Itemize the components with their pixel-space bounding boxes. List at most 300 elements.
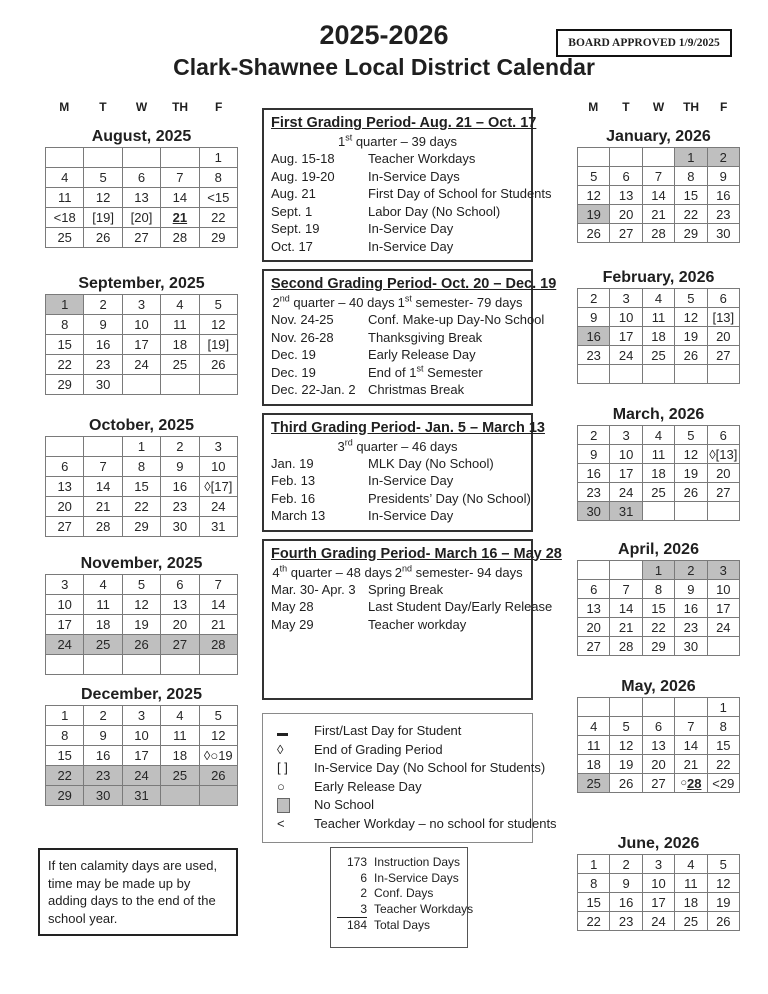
day-of-week-label: M (588, 100, 599, 114)
day-count-label: Instruction Days (374, 855, 461, 869)
calendar-cell: 8 (123, 457, 161, 477)
event-description: Early Release Day (368, 347, 476, 362)
month-calendar (45, 675, 238, 806)
calendar-cell (46, 655, 84, 675)
event-description: Christmas Break (368, 382, 465, 397)
event-date: Dec. 22-Jan. 2 (271, 382, 356, 397)
legend-box (262, 713, 557, 843)
event-description: In-Service Day (368, 473, 454, 488)
grading-period-event (271, 381, 524, 399)
calendar-cell (578, 698, 610, 717)
month-calendar (45, 537, 238, 675)
calendar-cell: 6 (610, 167, 642, 186)
calendar-cell (84, 655, 122, 675)
calendar-cell (161, 786, 199, 806)
calendar-cell: 10 (708, 580, 740, 599)
calendar-cell (578, 365, 610, 384)
calendar-cell: 11 (46, 188, 84, 208)
month-title: May, 2026 (621, 678, 696, 695)
calendar-cell: 15 (675, 186, 707, 205)
calendar-cell: 12 (675, 445, 707, 464)
day-counts-box (330, 847, 474, 948)
calendar-cell (610, 561, 642, 580)
calendar-cell: 2 (708, 148, 740, 167)
event-description: End of 1st Semester (368, 363, 483, 380)
school-year-title: 2025-2026 (319, 20, 449, 50)
calendar-cell: ◊[13] (708, 445, 740, 464)
calendar-cell: 24 (200, 497, 238, 517)
calendar-cell: 20 (578, 618, 610, 637)
calendar-cell (200, 786, 238, 806)
calendar-cell: 9 (578, 445, 610, 464)
calendar-cell: 2 (578, 426, 610, 445)
event-description: Presidents’ Day (No School) (368, 490, 531, 506)
calendar-cell: 23 (708, 205, 740, 224)
month-title: September, 2025 (78, 275, 205, 292)
calendar-cell (123, 375, 161, 395)
event-date: Jan. 19 (271, 455, 314, 471)
calendar-cell: 2 (84, 295, 122, 315)
grading-period-event (271, 203, 524, 221)
calendar-cell: 12 (675, 308, 707, 327)
legend-symbol: [ ] (277, 760, 288, 776)
day-of-week-label: T (622, 100, 630, 114)
calendar-cell: 12 (200, 315, 238, 335)
day-of-week-label: TH (683, 100, 700, 114)
calendar-cell: <29 (708, 774, 740, 793)
legend-symbol: ◊ (277, 741, 284, 757)
calendar-cell (675, 698, 707, 717)
calendar-cell: 4 (84, 575, 122, 595)
board-approved-box (556, 29, 732, 57)
calendar-cell: 16 (708, 186, 740, 205)
calendar-cell: 26 (200, 766, 238, 786)
day-count-label: Teacher Workdays (374, 901, 474, 916)
calendar-cell: 1 (643, 561, 675, 580)
calendar-cell: 3 (708, 561, 740, 580)
calendar-cell: 22 (46, 355, 84, 375)
calendar-cell: 29 (123, 517, 161, 537)
grading-period-event (271, 220, 524, 238)
calendar-cell: 25 (643, 483, 675, 502)
calendar-cell (610, 148, 642, 167)
calendar-cell: 7 (161, 168, 199, 188)
calendar-cell: 11 (84, 595, 122, 615)
calendar-cell: 4 (578, 717, 610, 736)
calendar-cell: 29 (643, 637, 675, 656)
calendar-cell: 12 (123, 595, 161, 615)
calendar-cell: 2 (161, 437, 199, 457)
calendar-cell: 26 (610, 774, 642, 793)
calendar-cell: 10 (200, 457, 238, 477)
calendar-cell: 22 (46, 766, 84, 786)
month-calendar (577, 243, 740, 384)
event-description: Spring Break (368, 581, 444, 597)
legend-label: Teacher Workday – no school for students (314, 815, 557, 831)
calendar-cell: 12 (610, 736, 642, 755)
month-title: January, 2026 (606, 128, 711, 145)
calendar-cell: 20 (161, 615, 199, 635)
calendar-cell: 2 (610, 855, 642, 874)
month-calendar (577, 793, 740, 931)
calendar-cell: 4 (643, 289, 675, 308)
grading-period-title: Third Grading Period- Jan. 5 – March 13 (271, 419, 545, 436)
day-count-number: 3 (337, 902, 367, 919)
grading-period-event (271, 616, 524, 634)
calendar-cell: [13] (708, 308, 740, 327)
calendar-cell: 16 (161, 477, 199, 497)
calendar-cell: 3 (123, 706, 161, 726)
calendar-cell: 17 (123, 335, 161, 355)
calendar-cell: 18 (84, 615, 122, 635)
calendar-cell: 30 (84, 786, 122, 806)
calendar-cell: 8 (46, 726, 84, 746)
calendar-cell: 19 (708, 893, 740, 912)
grading-period-title: Second Grading Period- Oct. 20 – Dec. 19 (271, 276, 557, 292)
calendar-cell: 11 (643, 445, 675, 464)
grading-period-title: First Grading Period- Aug. 21 – Oct. 17 (271, 115, 537, 131)
calendar-cell: 29 (46, 375, 84, 395)
calendar-cell: 27 (46, 517, 84, 537)
calendar-cell: 21 (643, 205, 675, 224)
calendar-cell: 21 (161, 208, 199, 228)
calendar-cell: 24 (46, 635, 84, 655)
calendar-cell: 19 (578, 205, 610, 224)
calendar-cell: [19] (84, 208, 122, 228)
calendar-cell: 16 (84, 335, 122, 355)
calendar-cell: 10 (610, 308, 642, 327)
day-count-number: 173 (346, 855, 367, 869)
calendar-cell: 23 (161, 497, 199, 517)
month-grid (45, 147, 238, 248)
calendar-cell: 29 (46, 786, 84, 806)
calendar-cell: 9 (84, 315, 122, 335)
event-date: May 29 (271, 616, 314, 632)
calendar-cell: 14 (675, 736, 707, 755)
calendar-cell: 20 (46, 497, 84, 517)
calendar-cell (161, 148, 199, 168)
grading-period-title: Fourth Grading Period- March 16 – May 28 (271, 545, 562, 562)
legend-item (277, 759, 546, 778)
grading-period-box (262, 539, 562, 700)
calendar-cell: 3 (610, 426, 642, 445)
month-calendar (577, 114, 740, 243)
calendar-cell: 14 (643, 186, 675, 205)
calendar-cell: 17 (46, 615, 84, 635)
calendar-cell (643, 502, 675, 521)
day-of-week-label: W (652, 100, 665, 114)
calendar-cell: 18 (643, 327, 675, 346)
calendar-cell (84, 148, 122, 168)
calendar-cell: 6 (46, 457, 84, 477)
calendar-cell: 7 (675, 717, 707, 736)
event-date: Sept. 1 (271, 203, 313, 219)
grading-period-event (271, 598, 553, 616)
calendar-cell: 11 (643, 308, 675, 327)
grading-period-event (271, 364, 524, 382)
calendar-cell: 28 (200, 635, 238, 655)
event-description: Last Student Day/Early Release (368, 599, 553, 614)
calendar-cell (708, 502, 740, 521)
calendar-cell: 14 (161, 188, 199, 208)
calendar-cell: 2 (84, 706, 122, 726)
calendar-cell: 27 (578, 637, 610, 656)
legend-label: Early Release Day (314, 778, 422, 794)
month-title: February, 2026 (602, 269, 715, 286)
month-title: June, 2026 (617, 835, 700, 852)
grading-period-event (271, 329, 524, 347)
legend-label: End of Grading Period (314, 741, 443, 757)
calendar-cell: 9 (578, 308, 610, 327)
calendar-cell: 31 (610, 502, 642, 521)
calendar-cell: 12 (578, 186, 610, 205)
calendar-cell (200, 375, 238, 395)
calendar-cell: 17 (123, 746, 161, 766)
calendar-cell: 18 (161, 746, 199, 766)
month-grid (577, 560, 740, 656)
month-title: August, 2025 (91, 128, 192, 145)
calendar-cell: 26 (708, 912, 740, 931)
calendar-cell (123, 655, 161, 675)
calendar-cell: 8 (578, 874, 610, 893)
calendar-cell: 13 (123, 188, 161, 208)
calendar-cell: 22 (123, 497, 161, 517)
calendar-cell: 17 (708, 599, 740, 618)
calendar-cell: 22 (643, 618, 675, 637)
calendar-cell: 3 (643, 855, 675, 874)
calendar-cell: 26 (675, 483, 707, 502)
calendar-cell: 21 (610, 618, 642, 637)
calendar-cell (643, 148, 675, 167)
calendar-cell: 25 (643, 346, 675, 365)
calendar-cell: 7 (200, 575, 238, 595)
calendar-cell: 19 (123, 615, 161, 635)
calendar-cell (123, 148, 161, 168)
calendar-cell: 25 (578, 774, 610, 793)
day-count-number: 6 (360, 870, 367, 885)
day-count-row (337, 871, 461, 887)
day-count-number: 184 (346, 918, 367, 932)
calendar-cell: 23 (675, 618, 707, 637)
calendar-cell: 27 (708, 346, 740, 365)
legend-item (277, 796, 526, 815)
month-grid (45, 574, 238, 675)
calendar-cell: 10 (123, 315, 161, 335)
day-of-week-header-left (45, 100, 238, 114)
event-description: Teacher Workdays (368, 151, 476, 166)
grading-period-column (262, 108, 562, 843)
calendar-cell: 31 (123, 786, 161, 806)
legend-label: First/Last Day for Student (314, 723, 462, 739)
calendar-cell: 24 (123, 355, 161, 375)
month-calendar (45, 395, 238, 537)
calendar-cell: 16 (84, 746, 122, 766)
calendar-cell: 16 (578, 327, 610, 346)
calendar-cell: 24 (610, 346, 642, 365)
month-title: December, 2025 (81, 686, 202, 703)
calendar-cell: 29 (675, 224, 707, 243)
calendar-cell: 16 (675, 599, 707, 618)
underline-bar-icon (277, 723, 314, 738)
event-date: Feb. 16 (271, 490, 316, 506)
calendar-cell: 10 (643, 874, 675, 893)
calendar-cell: 25 (46, 228, 84, 248)
calendar-cell: 23 (578, 346, 610, 365)
event-date: Oct. 17 (271, 238, 313, 254)
calendar-cell: 18 (675, 893, 707, 912)
calendar-cell: 25 (161, 355, 199, 375)
calendar-cell: 30 (708, 224, 740, 243)
grading-period-box (262, 413, 545, 532)
calendar-cell: 15 (708, 736, 740, 755)
page-title: Clark-Shawnee Local District Calendar (173, 54, 595, 80)
calendar-cell: 5 (675, 426, 707, 445)
calendar-cell (200, 655, 238, 675)
grading-period-box (262, 108, 552, 262)
calendar-cell (46, 437, 84, 457)
calendar-cell: 18 (578, 755, 610, 774)
calendar-cell: 27 (708, 483, 740, 502)
calendar-cell: 18 (161, 335, 199, 355)
day-count-row (337, 918, 461, 934)
calendar-cell: 26 (675, 346, 707, 365)
event-description: MLK Day (No School) (368, 455, 494, 471)
event-description: In-Service Day (368, 238, 454, 254)
calendar-cell: 14 (200, 595, 238, 615)
calendar-cell (610, 365, 642, 384)
month-grid (577, 854, 740, 931)
calendar-cell: 9 (161, 457, 199, 477)
grading-period-event (271, 238, 524, 256)
calendar-cell: 22 (675, 205, 707, 224)
event-date: Aug. 19-20 (271, 168, 335, 184)
calendar-cell: 17 (610, 464, 642, 483)
month-title: April, 2026 (618, 541, 699, 558)
calendar-cell (675, 502, 707, 521)
calendar-cell: 27 (161, 635, 199, 655)
calendar-cell: 28 (84, 517, 122, 537)
event-date: March 13 (271, 508, 326, 523)
calendar-cell: 13 (610, 186, 642, 205)
calendar-cell: 30 (161, 517, 199, 537)
grading-period-subtitle: 1st quarter – 39 days (337, 132, 458, 149)
calendar-cell: 10 (123, 726, 161, 746)
calendar-cell: 31 (200, 517, 238, 537)
calendar-cell: 13 (578, 599, 610, 618)
calendar-cell: 5 (578, 167, 610, 186)
month-title: November, 2025 (80, 555, 203, 572)
calendar-cell: 5 (123, 575, 161, 595)
calendar-cell: 21 (675, 755, 707, 774)
calendar-cell: 15 (46, 335, 84, 355)
day-count-row (337, 901, 474, 919)
grading-period-event (271, 185, 552, 203)
calendar-cell: 5 (610, 717, 642, 736)
calendar-cell: 8 (200, 168, 238, 188)
event-description: Teacher workday (368, 616, 467, 632)
calendar-cell: 2 (675, 561, 707, 580)
grading-period-box (262, 269, 557, 406)
event-date: Mar. 30- Apr. 3 (271, 581, 356, 597)
legend-label: No School (314, 797, 374, 813)
calendar-cell (708, 365, 740, 384)
calendar-cell: 20 (708, 464, 740, 483)
calendar-cell: 30 (578, 502, 610, 521)
event-date: Dec. 19 (271, 347, 316, 362)
day-of-week-label: W (135, 100, 148, 114)
calendar-cell: [20] (123, 208, 161, 228)
calendar-cell: ◊○19 (200, 746, 238, 766)
legend-item (277, 722, 526, 741)
calendar-cell: 16 (578, 464, 610, 483)
calendar-cell: 7 (610, 580, 642, 599)
day-of-week-header-right (577, 100, 740, 114)
month-grid (577, 288, 740, 384)
month-calendar (577, 521, 740, 656)
calendar-cell (84, 437, 122, 457)
calendar-cell: 30 (675, 637, 707, 656)
calendar-cell: 13 (161, 595, 199, 615)
calendar-cell: 5 (708, 855, 740, 874)
month-calendar (45, 114, 238, 248)
month-title: March, 2026 (612, 406, 705, 423)
calendar-cell: 19 (675, 327, 707, 346)
calendar-cell: 12 (708, 874, 740, 893)
day-of-week-label: M (59, 100, 70, 114)
day-count-row (337, 886, 461, 902)
day-of-week-label: F (215, 100, 223, 114)
calendar-cell: 6 (643, 717, 675, 736)
event-date: Dec. 19 (271, 364, 316, 380)
calendar-cell (675, 365, 707, 384)
calendar-cell: 5 (200, 706, 238, 726)
day-of-week-label: T (99, 100, 107, 114)
day-count-label: Conf. Days (374, 886, 434, 900)
calendar-cell: 21 (200, 615, 238, 635)
calendar-cell: 23 (84, 355, 122, 375)
calendar-cell: 13 (46, 477, 84, 497)
month-grid (577, 425, 740, 521)
calendar-cell (643, 365, 675, 384)
grading-period-subtitle: 3rd quarter – 46 days (337, 437, 458, 454)
calendar-cell: 19 (675, 464, 707, 483)
calendar-cell: 19 (610, 755, 642, 774)
calendar-cell (708, 637, 740, 656)
calendar-cell: 7 (84, 457, 122, 477)
calendar-cell: 21 (84, 497, 122, 517)
month-calendar (45, 248, 238, 395)
legend-item (277, 777, 526, 796)
event-date: Sept. 19 (271, 221, 320, 236)
day-of-week-label: F (720, 100, 728, 114)
calendar-cell: 10 (46, 595, 84, 615)
calendar-cell: 1 (708, 698, 740, 717)
grading-period-event (271, 581, 524, 599)
calendar-cell: 28 (161, 228, 199, 248)
calendar-cell: 26 (84, 228, 122, 248)
calendar-cell: 29 (200, 228, 238, 248)
grading-period-event (271, 150, 524, 168)
grading-period-subtitle: 4th quarter – 48 days 2nd semester- 94 days (272, 563, 523, 580)
calendar-cell: 9 (610, 874, 642, 893)
legend-symbol: ○ (277, 778, 285, 794)
calendar-cell: 30 (84, 375, 122, 395)
calendar-cell: 3 (123, 295, 161, 315)
calendar-cell: 27 (123, 228, 161, 248)
calendar-cell: 8 (675, 167, 707, 186)
calendar-cell: 24 (123, 766, 161, 786)
board-approved-label: BOARD APPROVED 1/9/2025 (568, 37, 720, 49)
